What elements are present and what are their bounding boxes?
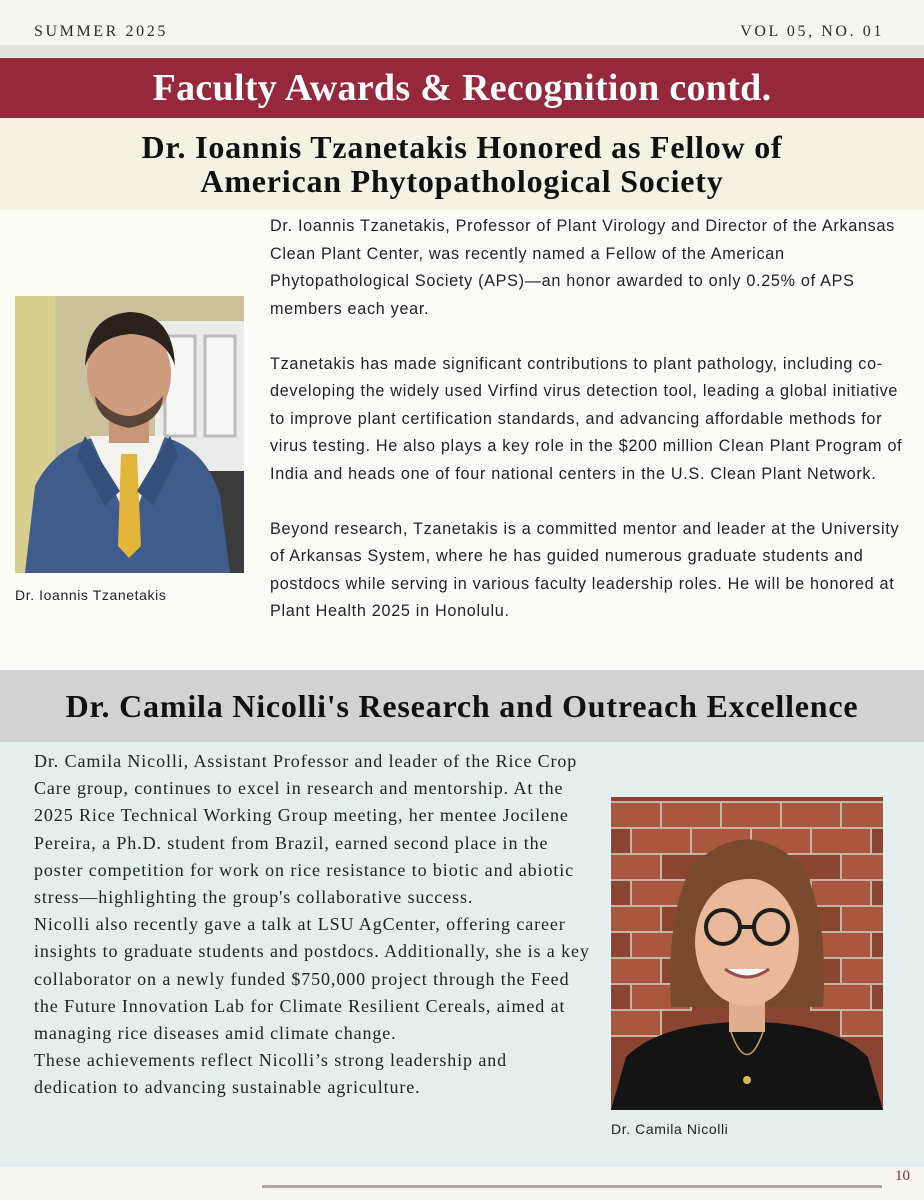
nicolli-photo (611, 797, 883, 1110)
article1-title-line1: Dr. Ioannis Tzanetakis Honored as Fellow of (141, 129, 783, 165)
portrait-woman-illustration (611, 797, 883, 1110)
footer-divider (262, 1185, 882, 1188)
issue-season: SUMMER 2025 (34, 23, 168, 40)
article1-section (0, 210, 924, 670)
article2-paragraph: These achievements reflect Nicolli’s strong leadership and dedication to advancing sustainable agriculture. (34, 1050, 508, 1098)
article1-body (270, 213, 910, 653)
article1-title-line2: American Phytopathological Society (200, 163, 724, 199)
article2-body (34, 748, 594, 1102)
article1-paragraph: Dr. Ioannis Tzanetakis, Professor of Plant Virology and Director of the Arkansas Clean Plant Center, was recently named a Fellow of the American Phytopathological Society (APS)—an honor awarded to only 0.25% of APS members each year. (270, 217, 895, 318)
section-banner (0, 58, 924, 118)
article1-paragraph: Beyond research, Tzanetakis is a committed mentor and leader at the University of Arkansas System, where he has guided numerous graduate students and postdocs while serving in various faculty leadership roles. He will be honored at Plant Health 2025 in Honolulu. (270, 519, 900, 620)
tzanetakis-photo (15, 296, 244, 573)
article2-section (0, 742, 924, 1167)
issue-volume: VOL 05, NO. 01 (740, 23, 884, 40)
nicolli-photo-caption: Dr. Camila Nicolli (611, 1121, 729, 1137)
portrait-man-illustration (15, 296, 244, 573)
article1-paragraph: Tzanetakis has made significant contributions to plant pathology, including co-developing the widely used Virfind virus detection tool, leading a global initiative to improve plant certification standards, and advancing affordable methods for virus testing. He also plays a key role in the $200 million Clean Plant Program of India and heads one of four national centers in the U.S. Clean Plant Network. (270, 354, 903, 483)
article2-headline: Dr. Camila Nicolli's Research and Outreach Excellence (0, 670, 924, 742)
newsletter-header (0, 0, 924, 57)
banner-title: Faculty Awards & Recognition contd. (152, 67, 772, 109)
page-number: 10 (895, 1168, 910, 1184)
tzanetakis-photo-caption: Dr. Ioannis Tzanetakis (15, 587, 167, 603)
article1-headline (0, 118, 924, 210)
article2-paragraph: Dr. Camila Nicolli, Assistant Professor and leader of the Rice Crop Care group, continues to excel in research and mentorship. At the 2025 Rice Technical Working Group meeting, her mentee Jocilene Pereira, a Ph.D. student from Brazil, earned second place in the poster competition for work on rice resistance to biotic and abiotic stress—highlighting the group's collaborative success. (34, 751, 578, 908)
article2-paragraph: Nicolli also recently gave a talk at LSU AgCenter, offering career insights to graduate students and postdocs. Additionally, she is a key collaborator on a newly funded $750,000 project through the Feed the Future Innovation Lab for Climate Resilient Cereals, aimed at managing rice diseases amid climate change. (34, 914, 590, 1044)
